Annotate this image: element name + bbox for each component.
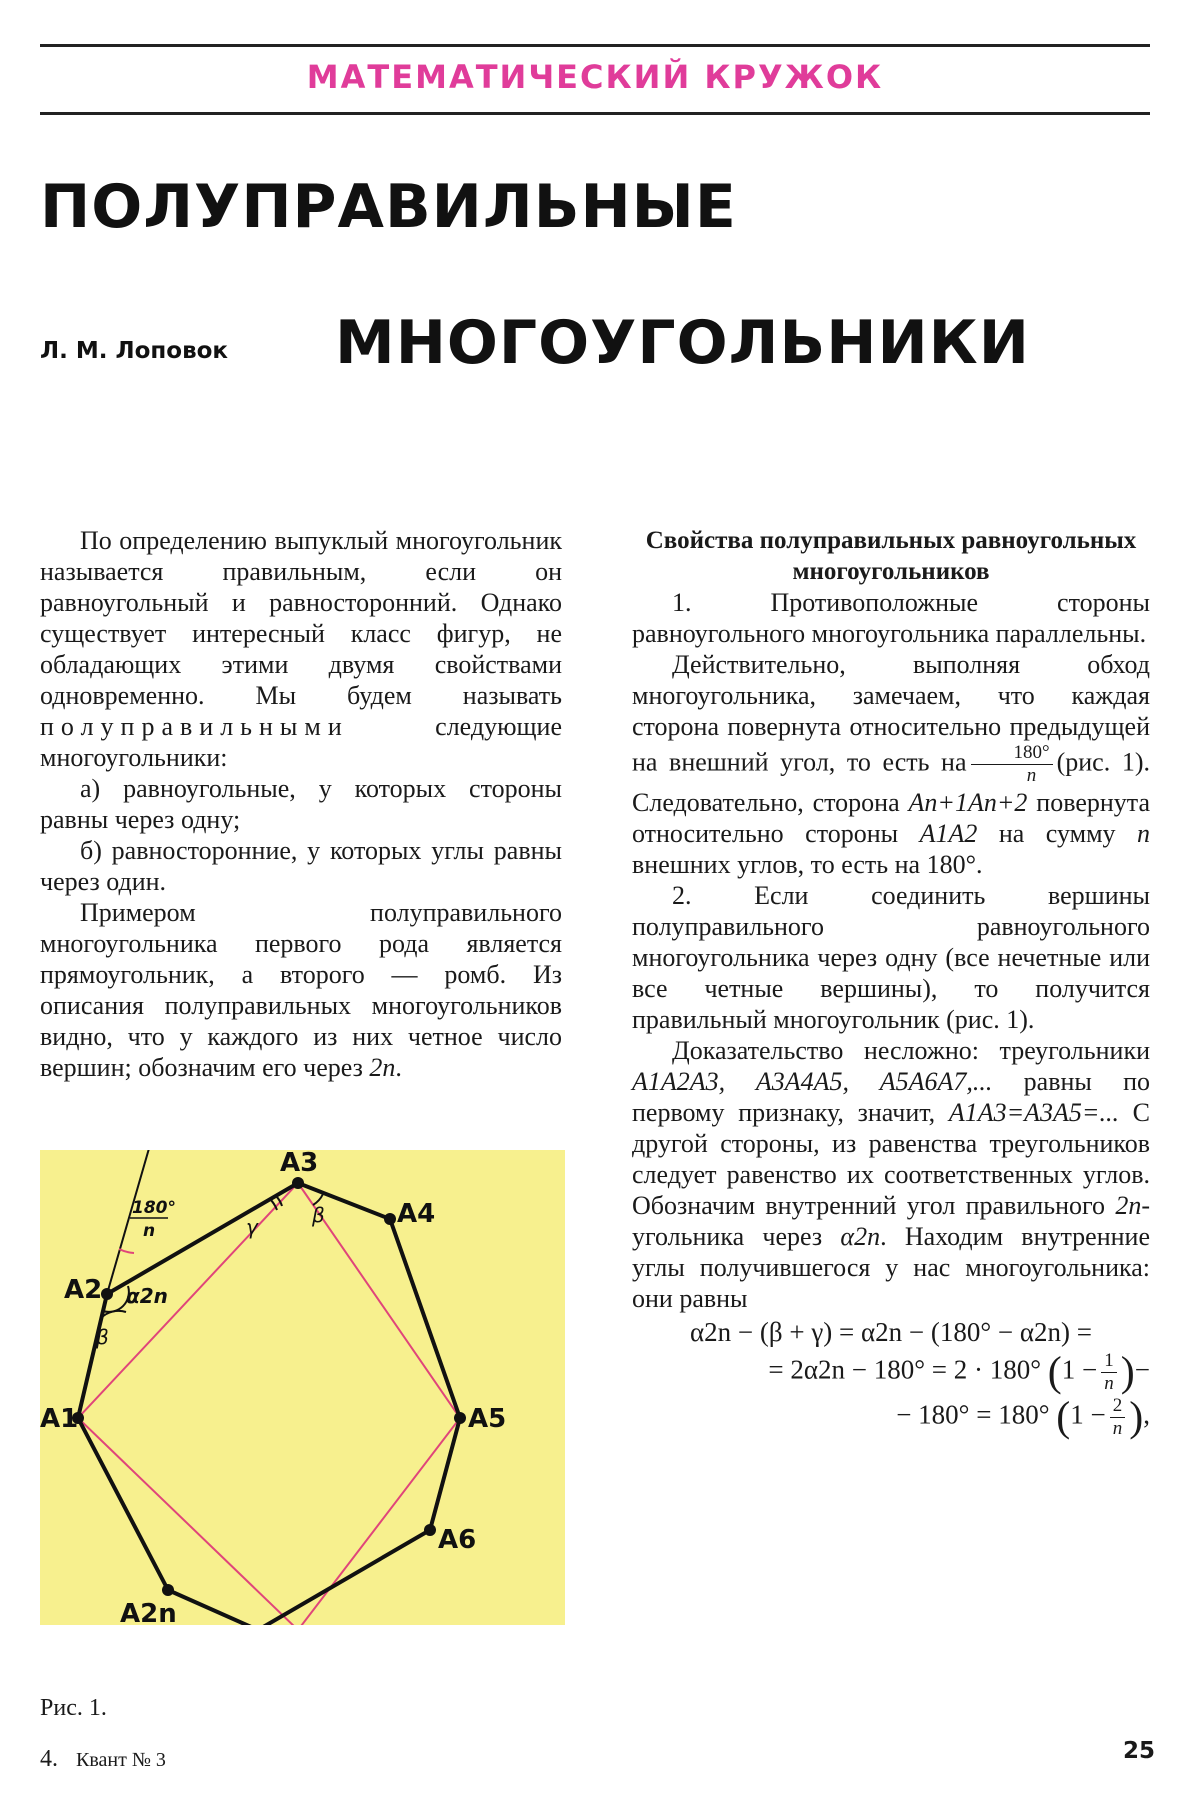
- term-semiregular: полуправильными: [40, 712, 349, 741]
- label-a5: A5: [468, 1404, 507, 1434]
- label-a2n: A2n: [120, 1599, 177, 1625]
- item-b: б) равносторонние, у которых углы равны через один.: [40, 836, 562, 896]
- section-rubric: МАТЕМАТИЧЕСКИЙ КРУЖОК: [306, 58, 884, 96]
- equal-sides: A1A3=A3A5=...: [948, 1098, 1119, 1127]
- figure-caption: Рис. 1.: [40, 1695, 107, 1721]
- fraction-180-over-n: $\frac{180^\circ}{n}$: [971, 742, 1053, 787]
- label-exterior-num: 180°: [132, 1198, 176, 1218]
- label-a3: A3: [280, 1150, 319, 1178]
- right-column: [632, 525, 1150, 1440]
- article-title-line2: МНОГОУГОЛЬНИКИ: [335, 308, 1030, 378]
- top-rule: [40, 44, 1150, 47]
- journal-name: Квант № 3: [76, 1749, 166, 1771]
- label-beta-a1: β: [96, 1325, 109, 1349]
- label-exterior-den: n: [143, 1221, 156, 1241]
- property-2: 2. Если соединить вершины полуправильного равноугольного многоугольника через одну (все нечетные или все четные вершины), то получится правильный многоугольник (рис. 1).: [632, 881, 1150, 1034]
- page-number: 25: [1122, 1738, 1155, 1764]
- vertex-a4: [384, 1213, 396, 1225]
- side-an1-an2: An+1An+2: [908, 788, 1028, 817]
- label-alpha: α2n: [126, 1284, 168, 1308]
- label-gamma: γ: [246, 1215, 258, 1239]
- label-a6: A6: [438, 1525, 477, 1555]
- vertex-a6: [424, 1524, 436, 1536]
- property-1: 1. Противоположные стороны равноугольного многоугольника параллельны.: [632, 588, 1150, 648]
- figure-1-diagram: [40, 1150, 565, 1625]
- label-beta-a3: β: [312, 1203, 325, 1227]
- label-a4: A4: [397, 1199, 436, 1229]
- left-column: [40, 525, 562, 1083]
- section-heading: Свойства полуправильных равноугольных многоугольников: [645, 527, 1137, 585]
- formula-line-2: = 2α2n − 180° = 2 · 180° (1 − $\frac{1}{n}$ )−: [768, 1349, 1150, 1396]
- item-a: а) равноугольные, у которых стороны равны через одну;: [40, 774, 562, 834]
- vertex-a5: [454, 1412, 466, 1424]
- article-title-line1: ПОЛУПРАВИЛЬНЫЕ: [40, 172, 737, 242]
- rubric-rule: [40, 112, 1150, 115]
- vertex-a3: [292, 1177, 304, 1189]
- figure-background: [40, 1150, 565, 1625]
- intro-paragraph: По определению выпуклый многоугольник называется правильным, если он равноугольный и равносторонний. Однако существует интересный класс фигур, не обладающих этими двумя свойствами одновременно. Мы будем называть полуправильными следующие многоугольники:: [40, 526, 562, 772]
- proof-1: Действительно, выполняя обход многоугольника, замечаем, что каждая сторона повернута относительно предыдущей на внешний угол, то есть на $\frac{180^\circ}{n}$ (рис. 1). Следовательно, сторона An+1An+2 повернута относительно стороны A1A2 на сумму n внешних углов, то есть на 180°.: [632, 650, 1151, 879]
- vertex-a2: [101, 1288, 113, 1300]
- label-a1: A1: [40, 1404, 79, 1434]
- triangle-list: A1A2A3, A3A4A5, A5A6A7,...: [632, 1067, 993, 1096]
- formula-line-1: α2n − (β + γ) = α2n − (180° − α2n) =: [690, 1317, 1092, 1347]
- vertex-a2n: [162, 1584, 174, 1596]
- label-a2: A2: [64, 1275, 103, 1305]
- example-paragraph: Примером полуправильного многоугольника первого рода является прямоугольник, а второго — ромб. Из описания полуправильных многоугольников видно, что у каждого из них четное число вершин; обозначим его через 2n.: [40, 898, 562, 1082]
- side-a1a2: A1A2: [919, 819, 978, 848]
- proof-2: Доказательство несложно: треугольники A1A2A3, A3A4A5, A5A6A7,... равны по первому признаку, значит, A1A3=A3A5=... С другой стороны, из равенства треугольников следует равенство их соответственных углов. Обозначим внутренний угол правильного 2n-угольника через α2n. Находим внутренние углы получившегося у нас многоугольника: они равны: [632, 1036, 1151, 1313]
- footer-signature: 4. Квант № 3: [40, 1746, 166, 1772]
- author: Л. М. Лоповок: [40, 338, 229, 364]
- figure-1: [40, 1150, 565, 1625]
- formula-line-3: − 180° = 180° (1 − $\frac{2}{n}$ ),: [896, 1394, 1150, 1441]
